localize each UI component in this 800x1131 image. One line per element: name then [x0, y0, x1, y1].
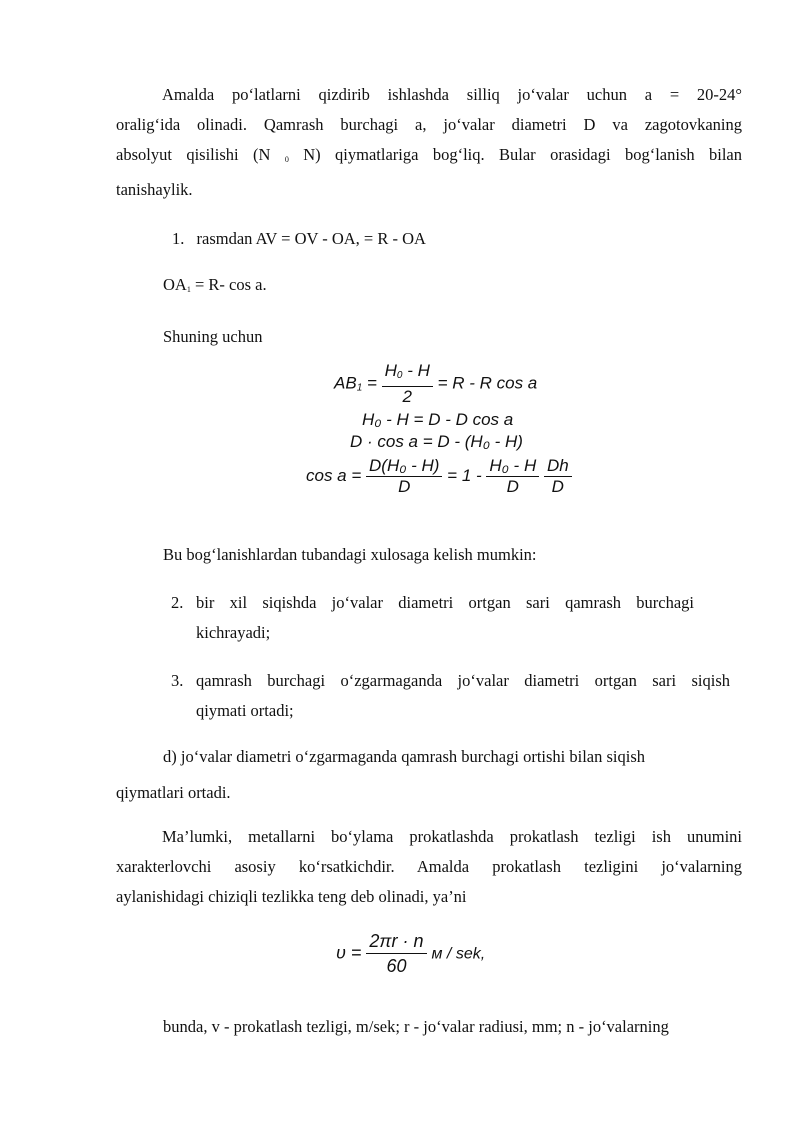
eq5-denominator: 60 — [386, 956, 407, 976]
list-item-2-line-2: kichrayadi; — [196, 623, 271, 642]
eq4-f1-denominator: D — [398, 477, 411, 496]
list-item-3-line-1: qamrash burchagi o‘zgarmaganda jo‘valar diametri ortgan sari siqish — [196, 671, 730, 690]
eq4-mid: = 1 - — [442, 465, 487, 485]
equation-5 — [336, 930, 485, 977]
paragraph-intro — [116, 80, 742, 205]
list-item-3-number: 3. — [171, 671, 184, 690]
eq1-lhs: AB — [334, 373, 357, 393]
equation-2: H₀ - H = D - D cos a — [362, 410, 514, 429]
list-item-d-line-2: qiymatlari ortadi. — [116, 783, 231, 802]
list-item-d-line-1: d) jo‘valar diametri o‘zgarmaganda qamrash burchagi ortishi bilan siqish — [163, 747, 646, 766]
list-item-2-number: 2. — [171, 593, 184, 612]
eq4-fraction-2 — [486, 457, 539, 496]
shuning-uchun: Shuning uchun — [163, 327, 263, 346]
eq4-fraction-1 — [366, 457, 442, 496]
speed-line-2: xarakterlovchi asosiy ko‘rsatkichdir. Amalda prokatlash tezligini jo‘valarning — [116, 857, 742, 876]
paragraph-speed — [116, 822, 742, 912]
eq5-fraction — [366, 930, 426, 977]
eq1-lhs-sub: 1 — [356, 382, 363, 394]
last-line: bunda, v - prokatlash tezligi, m/sek; r - jo‘valar radiusi, mm; n - jo‘valarning — [163, 1017, 669, 1036]
eq5-lhs: υ = — [336, 942, 367, 963]
eq1-equals: = — [362, 373, 382, 393]
eq1-num-sub: 0 — [396, 370, 403, 381]
equation-3: D · cos a = D - (H₀ - H) — [350, 432, 523, 451]
eq4-f3-denominator: D — [551, 477, 564, 496]
eq4-f2-numerator: H₀ - H — [486, 457, 539, 477]
list-item-1-number: 1. — [172, 229, 185, 248]
intro-line-3-a: absolyut qisilishi (N — [116, 145, 271, 164]
speed-line-3: aylanishidagi chiziqli tezlikka teng deb olinadi, ya’ni — [116, 887, 467, 906]
list-item-1-text: rasmdan AV = OV - OA, = R - OA — [196, 229, 426, 248]
list-item-1 — [172, 224, 426, 254]
list-item-2-line-1: bir xil siqishda jo‘valar diametri ortgan sari qamrash burchagi — [196, 593, 694, 612]
conclusion-line: Bu bog‘lanishlardan tubandagi xulosaga kelish mumkin: — [163, 545, 537, 564]
eq5-numerator: 2πr · n — [366, 930, 426, 954]
oa-text-b: = R- cos a. — [190, 275, 267, 294]
speed-line-1: Ma’lumki, metallarni bo‘ylama prokatlashda prokatlash tezligi ish unumini — [162, 827, 742, 846]
eq4-f1-numerator: D(H₀ - H) — [366, 457, 442, 477]
eq1-num-b: - H — [402, 361, 430, 380]
eq4-f3-numerator: Dh — [544, 457, 572, 477]
oa-text-a: OA — [163, 275, 187, 294]
oa-sub: 1 — [186, 285, 191, 294]
list-item-3-line-2: qiymati ortadi; — [196, 701, 294, 720]
eq1-denominator: 2 — [402, 387, 412, 406]
intro-line-4: tanishaylik. — [116, 180, 193, 199]
equation-4 — [306, 457, 572, 496]
oa-line — [163, 270, 267, 305]
eq1-num-h: H — [384, 361, 397, 380]
eq1-fraction — [382, 362, 433, 406]
intro-line-3 — [116, 140, 742, 175]
intro-line-3-sub: 0 — [284, 155, 289, 164]
eq4-lhs: cos a = — [306, 465, 367, 485]
eq1-numerator — [382, 362, 433, 387]
eq1-rhs: = R - R cos a — [432, 373, 538, 393]
equation-1 — [334, 362, 537, 406]
intro-line-2: oralig‘ida olinadi. Qamrash burchagi a, jo‘valar diametri D va zagotovkaning — [116, 115, 742, 134]
eq4-f2-denominator: D — [506, 477, 519, 496]
intro-line-1: Amalda po‘latlarni qizdirib ishlashda silliq jo‘valar uchun a = 20-24° — [162, 85, 742, 104]
eq4-fraction-3 — [544, 457, 572, 496]
intro-line-3-b: N) qiymatlariga bog‘liq. Bular orasidagi bog‘lanish bilan — [303, 145, 743, 164]
eq5-unit: м / sek, — [431, 945, 486, 963]
